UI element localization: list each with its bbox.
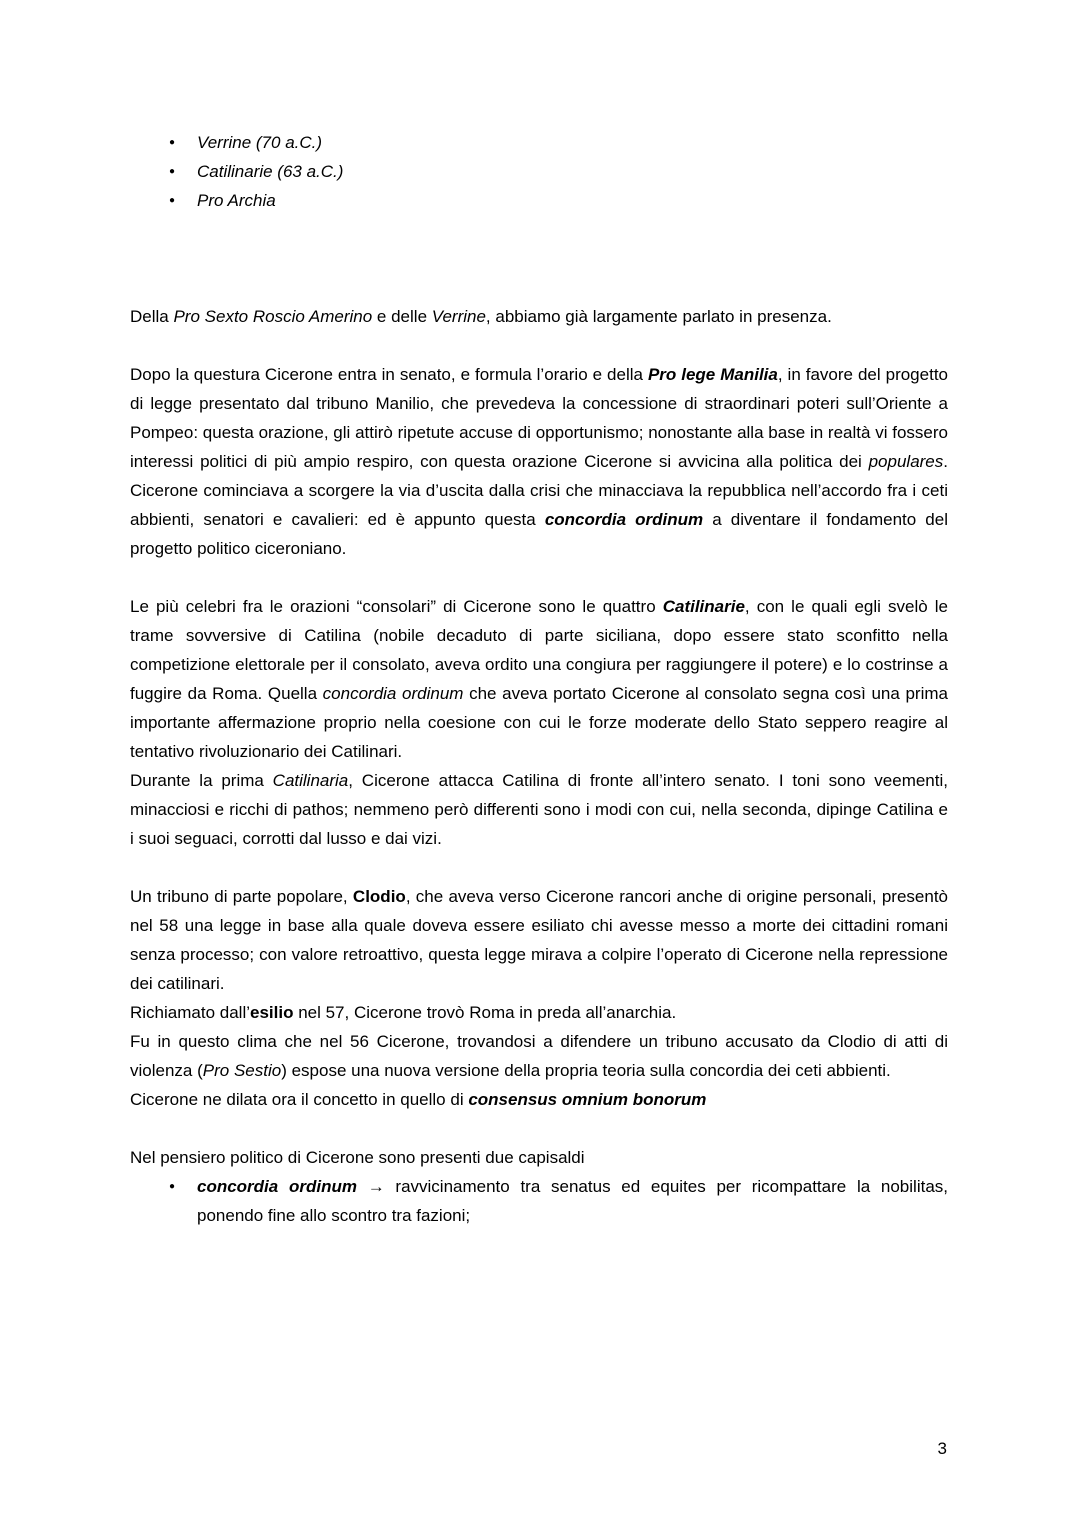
text-run: Catilinaria	[272, 771, 349, 790]
list-item	[197, 128, 948, 157]
text-run: esilio	[250, 1003, 294, 1022]
text-run: , con le quali egli svelò le trame sovversive di Catilina (nobile decaduto di parte siciliana, dopo essere stato sconfitto nella competizione elettorale per il consolato, aveva ordito una congiura per raggiungere il potere) e lo costrinse a fuggire da Roma. Quella	[130, 597, 948, 703]
document-content	[130, 128, 948, 1230]
text-run: , Cicerone attacca Catilina di fronte all’intero senato. I toni sono veementi, minacciosi e ricchi di pathos; nemmeno però differenti sono i modi con cui, nella seconda, dipinge Catilina e i suoi seguaci, corrotti dal lusso e dai vizi.	[130, 771, 948, 848]
text-run: nel 57, Cicerone trovò Roma in preda all’anarchia.	[293, 1003, 677, 1022]
text-run: Un tribuno di parte popolare,	[130, 887, 353, 906]
bullet-list	[130, 128, 948, 215]
paragraph	[130, 766, 948, 853]
text-run: , che aveva verso Cicerone rancori anche di origine personali, presentò nel 58 una legge in base alla quale doveva essere esiliato chi avesse messo a morte dei cittadini romani senza processo; con valore retroattivo, questa legge mirava a colpire l’operato di Cicerone nella repressione dei catilinari.	[130, 887, 948, 993]
text-run: Fu in questo clima che nel 56 Cicerone, trovandosi a difendere un tribuno accusato da Clodio di atti di violenza (	[130, 1032, 948, 1080]
text-run: concordia ordinum	[544, 510, 704, 529]
text-run: Catilinarie (63 a.C.)	[197, 162, 344, 181]
text-run: , abbiamo già largamente parlato in presenza.	[485, 307, 832, 326]
text-run: Verrine (70 a.C.)	[197, 133, 323, 152]
text-run: Nel pensiero politico di Cicerone sono presenti due capisaldi	[130, 1148, 585, 1167]
text-run: concordia ordinum	[322, 684, 464, 703]
list-item	[197, 1172, 948, 1230]
page-number: 3	[937, 1439, 947, 1458]
paragraph	[130, 592, 948, 766]
text-run: Verrine	[431, 307, 486, 326]
paragraph	[130, 882, 948, 998]
paragraph	[130, 360, 948, 563]
bullet-list	[130, 1172, 948, 1230]
text-run: Pro lege Manilia	[647, 365, 778, 384]
text-run: → ravvicinamento tra senatus ed equites per ricompattare la nobilitas, ponendo fine allo scontro tra fazioni;	[197, 1177, 948, 1225]
text-run: Pro Sestio	[202, 1061, 282, 1080]
text-run: Cicerone ne dilata ora il concetto in quello di	[130, 1090, 469, 1109]
text-run: Durante la prima	[130, 771, 273, 790]
text-run: a diventare il fondamento del progetto politico ciceroniano.	[130, 510, 948, 558]
text-run: Catilinarie	[662, 597, 745, 616]
paragraph	[130, 998, 948, 1027]
list-item	[197, 186, 948, 215]
text-run: Clodio	[352, 887, 406, 906]
text-run: e delle	[372, 307, 432, 326]
text-run: Della	[130, 307, 174, 326]
text-run: consensus omnium bonorum	[468, 1090, 707, 1109]
text-run: populares	[868, 452, 944, 471]
text-run: , in favore del progetto di legge presentato dal tribuno Manilio, che prevedeva la concessione di straordinari poteri sull’Oriente a Pompeo: questa orazione, gli attirò ripetute accuse di opportunismo; nonostante alla base in realtà vi fossero interessi politici di più ampio respiro, con questa orazione Cicerone si avvicina alla politica dei	[130, 365, 948, 471]
list-item	[197, 157, 948, 186]
text-run: concordia ordinum	[197, 1177, 357, 1196]
text-run: . Cicerone cominciava a scorgere la via d’uscita dalla crisi che minacciava la repubblica nell’accordo fra i ceti abbienti, senatori e cavalieri: ed è appunto questa	[130, 452, 948, 529]
text-run: Richiamato dall’	[130, 1003, 250, 1022]
paragraph	[130, 1027, 948, 1085]
paragraph	[130, 302, 948, 331]
text-run: Pro Archia	[197, 191, 276, 210]
paragraph	[130, 1085, 948, 1114]
text-run: Dopo la questura Cicerone entra in senato, e formula l’orario e della	[130, 365, 648, 384]
text-run: che aveva portato Cicerone al consolato segna così una prima importante affermazione proprio nella coesione con cui le forze moderate dello Stato seppero reagire al tentativo rivoluzionario dei Catilinari.	[130, 684, 948, 761]
text-run: ) espose una nuova versione della propria teoria sulla concordia dei ceti abbienti.	[281, 1061, 891, 1080]
paragraph	[130, 1143, 948, 1172]
text-run: Le più celebri fra le orazioni “consolari” di Cicerone sono le quattro	[130, 597, 663, 616]
text-run: Pro Sexto Roscio Amerino	[173, 307, 373, 326]
